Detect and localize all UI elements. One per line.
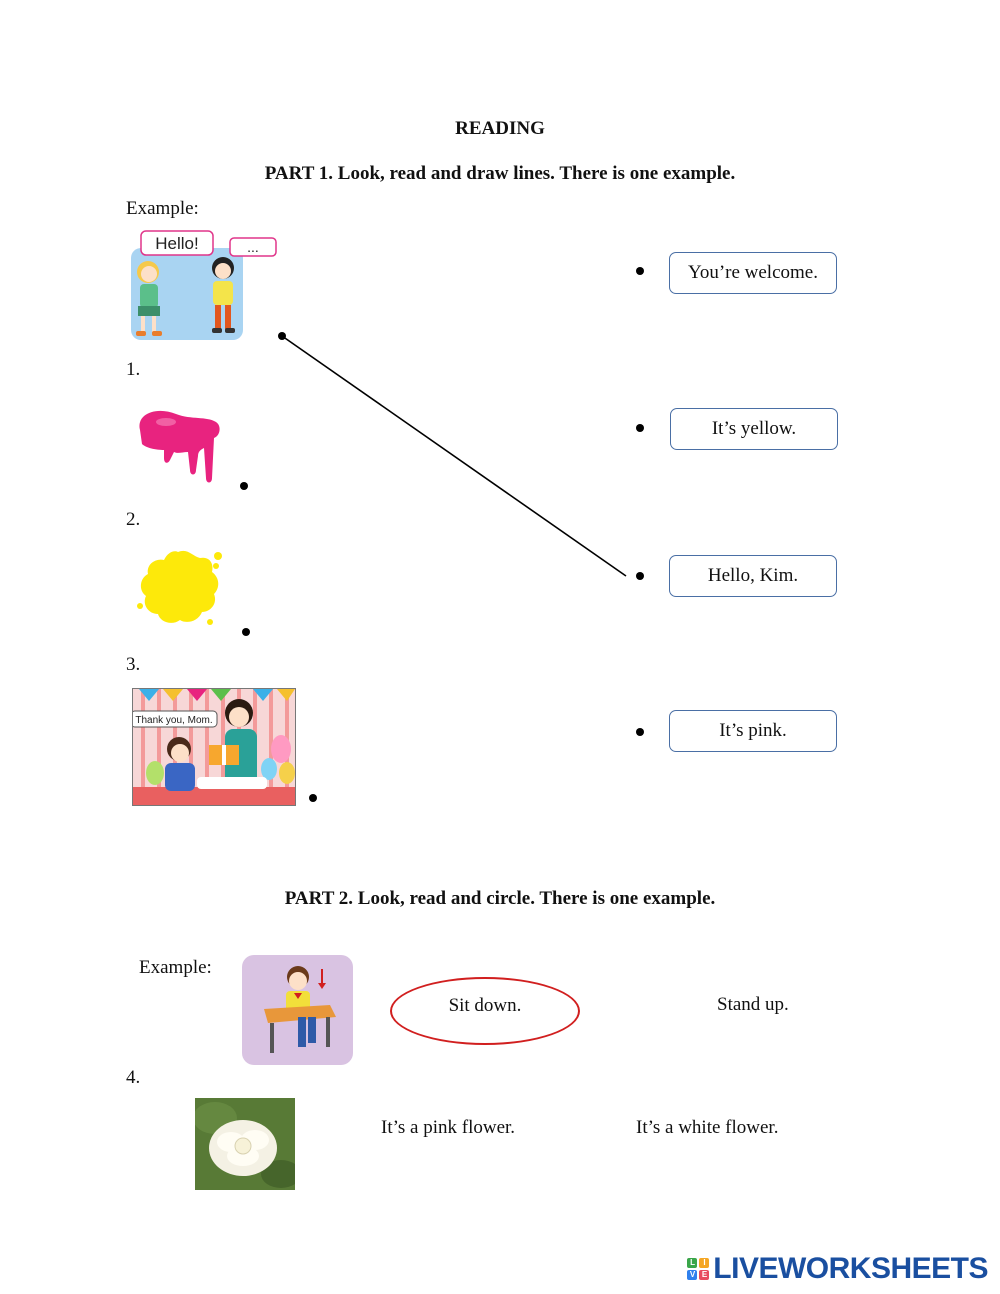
answer-1-dot[interactable] bbox=[636, 267, 644, 275]
item-2-number: 2. bbox=[126, 509, 141, 530]
page-heading: READING bbox=[455, 118, 545, 139]
item-4-number: 4. bbox=[126, 1067, 141, 1088]
answer-3-dot[interactable] bbox=[636, 572, 644, 580]
item-3-number: 3. bbox=[126, 654, 141, 675]
logo-mark-icon: L I V E bbox=[687, 1258, 709, 1280]
choice-stand-up[interactable]: Stand up. bbox=[717, 994, 789, 1015]
ellipsis-bubble-text: ... bbox=[247, 239, 259, 255]
part1-title: PART 1. Look, read and draw lines. There is one example. bbox=[264, 163, 736, 184]
hello-bubble-text: Hello! bbox=[155, 234, 199, 253]
choice-pink-flower[interactable]: It’s a pink flower. bbox=[381, 1117, 516, 1138]
sit-down-student-image bbox=[242, 955, 353, 1065]
choice-white-flower[interactable]: It’s a white flower. bbox=[636, 1117, 779, 1138]
answer-box-youre-welcome: You’re welcome. bbox=[669, 252, 837, 294]
thank-you-bubble-text: Thank you, Mom. bbox=[135, 715, 213, 726]
answer-2-dot[interactable] bbox=[636, 424, 644, 432]
white-flower-image bbox=[195, 1098, 295, 1190]
answer-4-dot[interactable] bbox=[636, 728, 644, 736]
answer-box-hello-kim: Hello, Kim. bbox=[669, 555, 837, 597]
answer-box-its-yellow: It’s yellow. bbox=[670, 408, 838, 450]
choice-sit-down[interactable]: Sit down. bbox=[448, 995, 522, 1016]
logo-text: LIVEWORKSHEETS bbox=[713, 1252, 988, 1285]
item-1-number: 1. bbox=[126, 359, 141, 380]
part1-example-label: Example: bbox=[126, 198, 199, 219]
liveworksheets-logo bbox=[687, 1252, 988, 1286]
part2-title: PART 2. Look, read and circle. There is one example. bbox=[284, 888, 716, 909]
part2-example-label: Example: bbox=[139, 957, 212, 978]
answer-box-its-pink: It’s pink. bbox=[669, 710, 837, 752]
